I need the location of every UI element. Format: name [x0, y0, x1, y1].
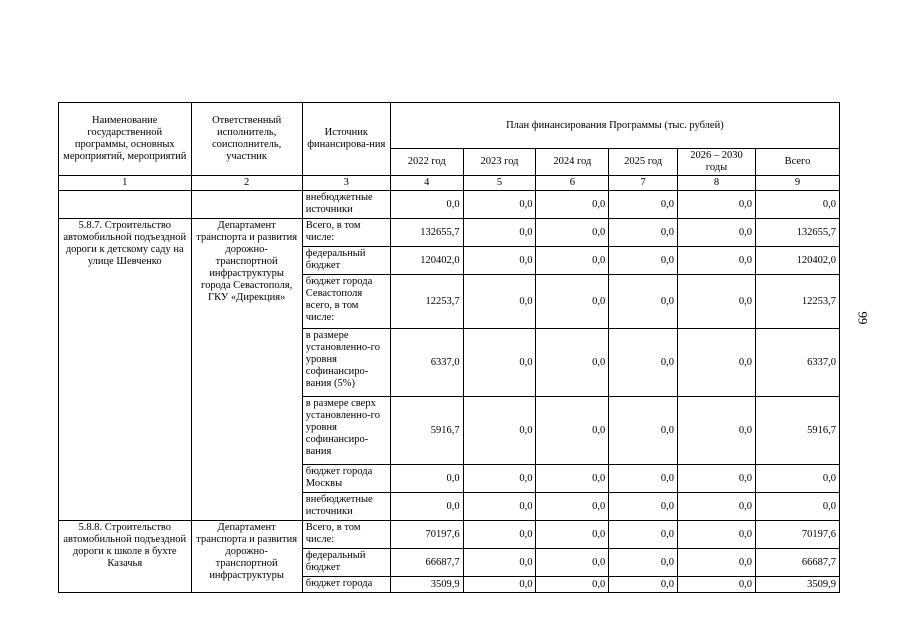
source-cell: в размере установленно-го уровня софинансиро-вания (5%) — [302, 329, 390, 397]
financing-table — [58, 102, 840, 593]
value-cell: 0,0 — [536, 549, 609, 577]
value-cell: 0,0 — [609, 577, 678, 593]
value-cell: 0,0 — [609, 549, 678, 577]
value-cell: 6337,0 — [390, 329, 463, 397]
value-cell: 0,0 — [678, 465, 756, 493]
value-cell: 0,0 — [678, 397, 756, 465]
value-cell: 0,0 — [678, 329, 756, 397]
value-cell: 5916,7 — [390, 397, 463, 465]
value-cell: 0,0 — [678, 191, 756, 219]
value-cell: 120402,0 — [755, 247, 839, 275]
table-row — [59, 191, 840, 219]
value-cell: 0,0 — [609, 493, 678, 521]
value-cell: 0,0 — [678, 549, 756, 577]
value-cell: 0,0 — [390, 493, 463, 521]
value-cell: 0,0 — [390, 465, 463, 493]
source-cell: Всего, в том числе: — [302, 521, 390, 549]
value-cell: 0,0 — [678, 493, 756, 521]
header-source: Источник финансирова-ния — [302, 103, 390, 176]
value-cell: 0,0 — [536, 521, 609, 549]
column-number: 3 — [302, 176, 390, 191]
header-year: 2022 год — [390, 149, 463, 176]
value-cell: 132655,7 — [390, 219, 463, 247]
value-cell: 0,0 — [536, 275, 609, 329]
value-cell: 6337,0 — [755, 329, 839, 397]
source-cell: федеральный бюджет — [302, 247, 390, 275]
value-cell: 132655,7 — [755, 219, 839, 247]
column-number: 7 — [609, 176, 678, 191]
value-cell: 0,0 — [463, 465, 536, 493]
value-cell: 0,0 — [536, 397, 609, 465]
source-cell: внебюджетные источники — [302, 191, 390, 219]
table-row — [59, 521, 840, 549]
value-cell: 0,0 — [463, 521, 536, 549]
value-cell: 0,0 — [609, 219, 678, 247]
value-cell: 0,0 — [463, 275, 536, 329]
value-cell: 0,0 — [536, 493, 609, 521]
column-number: 2 — [191, 176, 302, 191]
value-cell: 5916,7 — [755, 397, 839, 465]
value-cell: 0,0 — [609, 247, 678, 275]
value-cell: 0,0 — [609, 329, 678, 397]
value-cell: 0,0 — [536, 577, 609, 593]
value-cell: 0,0 — [609, 191, 678, 219]
value-cell: 0,0 — [678, 577, 756, 593]
header-name: Наименование государственной программы, основных мероприятий, мероприятий — [59, 103, 192, 176]
value-cell: 0,0 — [463, 549, 536, 577]
value-cell: 0,0 — [390, 191, 463, 219]
value-cell: 0,0 — [463, 191, 536, 219]
source-cell: бюджет города Москвы — [302, 465, 390, 493]
header-plan: План финансирования Программы (тыс. рублей) — [390, 103, 839, 149]
value-cell: 0,0 — [755, 465, 839, 493]
source-cell: бюджет города Севастополя всего, в том числе: — [302, 275, 390, 329]
value-cell: 0,0 — [463, 219, 536, 247]
responsible-executor: Департамент транспорта и развития дорожно-транспортной инфраструктуры города Севастополя, ГКУ «Дирекция» — [191, 219, 302, 521]
value-cell: 0,0 — [609, 397, 678, 465]
table-row — [59, 219, 840, 247]
value-cell: 0,0 — [755, 493, 839, 521]
value-cell: 0,0 — [463, 397, 536, 465]
column-number: 8 — [678, 176, 756, 191]
source-cell: федеральный бюджет — [302, 549, 390, 577]
header-total: Всего — [755, 149, 839, 176]
value-cell: 0,0 — [463, 577, 536, 593]
value-cell: 0,0 — [678, 521, 756, 549]
source-cell: внебюджетные источники — [302, 493, 390, 521]
column-number: 4 — [390, 176, 463, 191]
column-number: 1 — [59, 176, 192, 191]
value-cell: 0,0 — [678, 247, 756, 275]
value-cell: 0,0 — [536, 329, 609, 397]
responsible-executor: Департамент транспорта и развития дорожно-транспортной инфраструктуры — [191, 521, 302, 593]
column-number: 5 — [463, 176, 536, 191]
column-numbers-row — [59, 176, 840, 191]
value-cell: 0,0 — [678, 219, 756, 247]
source-cell: Всего, в том числе: — [302, 219, 390, 247]
header-year: 2026 – 2030 годы — [678, 149, 756, 176]
header-year: 2024 год — [536, 149, 609, 176]
header-year: 2025 год — [609, 149, 678, 176]
value-cell: 0,0 — [463, 247, 536, 275]
page-number: 99 — [855, 311, 871, 325]
column-number: 6 — [536, 176, 609, 191]
source-cell: бюджет города — [302, 577, 390, 593]
value-cell: 0,0 — [609, 465, 678, 493]
value-cell: 0,0 — [536, 219, 609, 247]
value-cell: 120402,0 — [390, 247, 463, 275]
measure-name: 5.8.7. Строительство автомобильной подъездной дороги к детскому саду на улице Шевченко — [59, 219, 192, 521]
value-cell: 66687,7 — [390, 549, 463, 577]
value-cell: 0,0 — [609, 521, 678, 549]
value-cell: 0,0 — [536, 247, 609, 275]
value-cell: 0,0 — [678, 275, 756, 329]
value-cell: 0,0 — [609, 275, 678, 329]
value-cell: 12253,7 — [755, 275, 839, 329]
value-cell: 0,0 — [463, 493, 536, 521]
value-cell: 70197,6 — [390, 521, 463, 549]
value-cell: 0,0 — [536, 191, 609, 219]
value-cell: 0,0 — [755, 191, 839, 219]
value-cell: 0,0 — [463, 329, 536, 397]
value-cell: 66687,7 — [755, 549, 839, 577]
value-cell: 70197,6 — [755, 521, 839, 549]
header-year: 2023 год — [463, 149, 536, 176]
source-cell: в размере сверх установленно-го уровня софинансиро-вания — [302, 397, 390, 465]
value-cell: 3509,9 — [390, 577, 463, 593]
measure-name: 5.8.8. Строительство автомобильной подъездной дороги к школе в бухте Казачья — [59, 521, 192, 593]
value-cell: 12253,7 — [390, 275, 463, 329]
value-cell: 0,0 — [536, 465, 609, 493]
column-number: 9 — [755, 176, 839, 191]
header-responsible: Ответственный исполнитель, соисполнитель, участник — [191, 103, 302, 176]
value-cell: 3509,9 — [755, 577, 839, 593]
